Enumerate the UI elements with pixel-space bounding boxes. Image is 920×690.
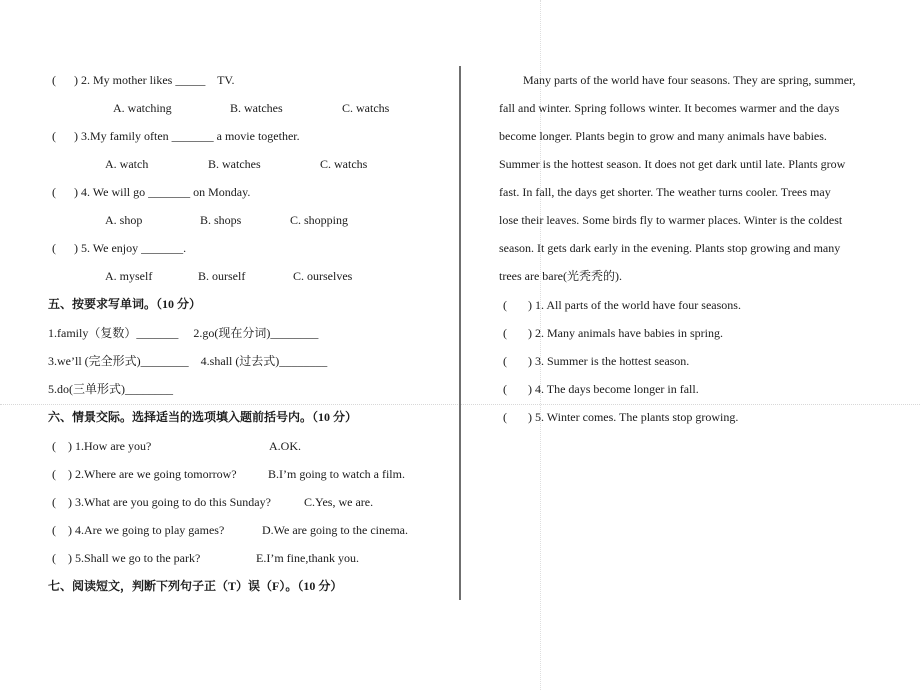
section-6-question-1: ( ) 1.How are you? — [52, 439, 152, 453]
question-2-option-c: C. watchs — [342, 101, 390, 115]
question-5-option-c: C. ourselves — [293, 269, 353, 283]
section-7-heading: 七、阅读短文，判断下列句子正（T）误（F）。（10 分） — [48, 579, 343, 593]
section-6-question-4: ( ) 4.Are we going to play games? — [52, 523, 225, 537]
passage-line-6: lose their leaves. Some birds fly to warmer places. Winter is the coldest — [499, 213, 843, 227]
column-divider — [459, 66, 461, 600]
judgement-3: ( ) 3. Summer is the hottest season. — [503, 354, 690, 368]
question-5-option-a: A. myself — [105, 269, 153, 283]
question-4-stem: ( ) 4. We will go _______ on Monday. — [52, 185, 251, 199]
question-2-option-a: A. watching — [113, 101, 172, 115]
section-6-heading: 六、情景交际。选择适当的选项填入题前括号内。（10 分） — [48, 410, 358, 424]
question-4-option-b: B. shops — [200, 213, 242, 227]
question-2-option-b: B. watches — [230, 101, 283, 115]
passage-line-1: Many parts of the world have four seasons. They are spring, summer, — [523, 73, 856, 87]
section-6-answer-c: C.Yes, we are. — [304, 495, 374, 509]
section-5-line-1: 1.family（复数）_______ 2.go(现在分词)________ — [48, 326, 319, 340]
section-6-question-5: ( ) 5.Shall we go to the park? — [52, 551, 201, 565]
question-5-option-b: B. ourself — [198, 269, 246, 283]
section-6-answer-b: B.I’m going to watch a film. — [268, 467, 405, 481]
section-6-answer-e: E.I’m fine,thank you. — [256, 551, 359, 565]
passage-line-3: become longer. Plants begin to grow and many animals have babies. — [499, 129, 827, 143]
passage-line-5: fast. In fall, the days get shorter. The weather turns cooler. Trees may — [499, 185, 831, 199]
question-2-stem: ( ) 2. My mother likes _____ TV. — [52, 73, 235, 87]
passage-line-4: Summer is the hottest season. It does not get dark until late. Plants grow — [499, 157, 846, 171]
question-5-stem: ( ) 5. We enjoy _______. — [52, 241, 187, 255]
section-5-line-2: 3.we’ll (完全形式)________ 4.shall (过去式)________ — [48, 354, 328, 368]
question-3-option-a: A. watch — [105, 157, 149, 171]
question-4-option-a: A. shop — [105, 213, 143, 227]
passage-line-7: season. It gets dark early in the evening. Plants stop growing and many — [499, 241, 841, 255]
judgement-4: ( ) 4. The days become longer in fall. — [503, 382, 699, 396]
judgement-1: ( ) 1. All parts of the world have four seasons. — [503, 298, 741, 312]
section-5-line-3: 5.do(三单形式)________ — [48, 382, 173, 396]
judgement-5: ( ) 5. Winter comes. The plants stop growing. — [503, 410, 739, 424]
question-3-option-c: C. watchs — [320, 157, 368, 171]
section-6-answer-a: A.OK. — [269, 439, 301, 453]
section-6-question-2: ( ) 2.Where are we going tomorrow? — [52, 467, 237, 481]
question-4-option-c: C. shopping — [290, 213, 349, 227]
section-5-heading: 五、按要求写单词。（10 分） — [48, 297, 202, 311]
question-3-option-b: B. watches — [208, 157, 261, 171]
passage-line-2: fall and winter. Spring follows winter. It becomes warmer and the days — [499, 101, 840, 115]
section-6-question-3: ( ) 3.What are you going to do this Sunday? — [52, 495, 271, 509]
section-6-answer-d: D.We are going to the cinema. — [262, 523, 408, 537]
passage-line-8: trees are bare(光秃秃的). — [499, 269, 622, 283]
question-3-stem: ( ) 3.My family often _______ a movie together. — [52, 129, 300, 143]
judgement-2: ( ) 2. Many animals have babies in spring. — [503, 326, 723, 340]
